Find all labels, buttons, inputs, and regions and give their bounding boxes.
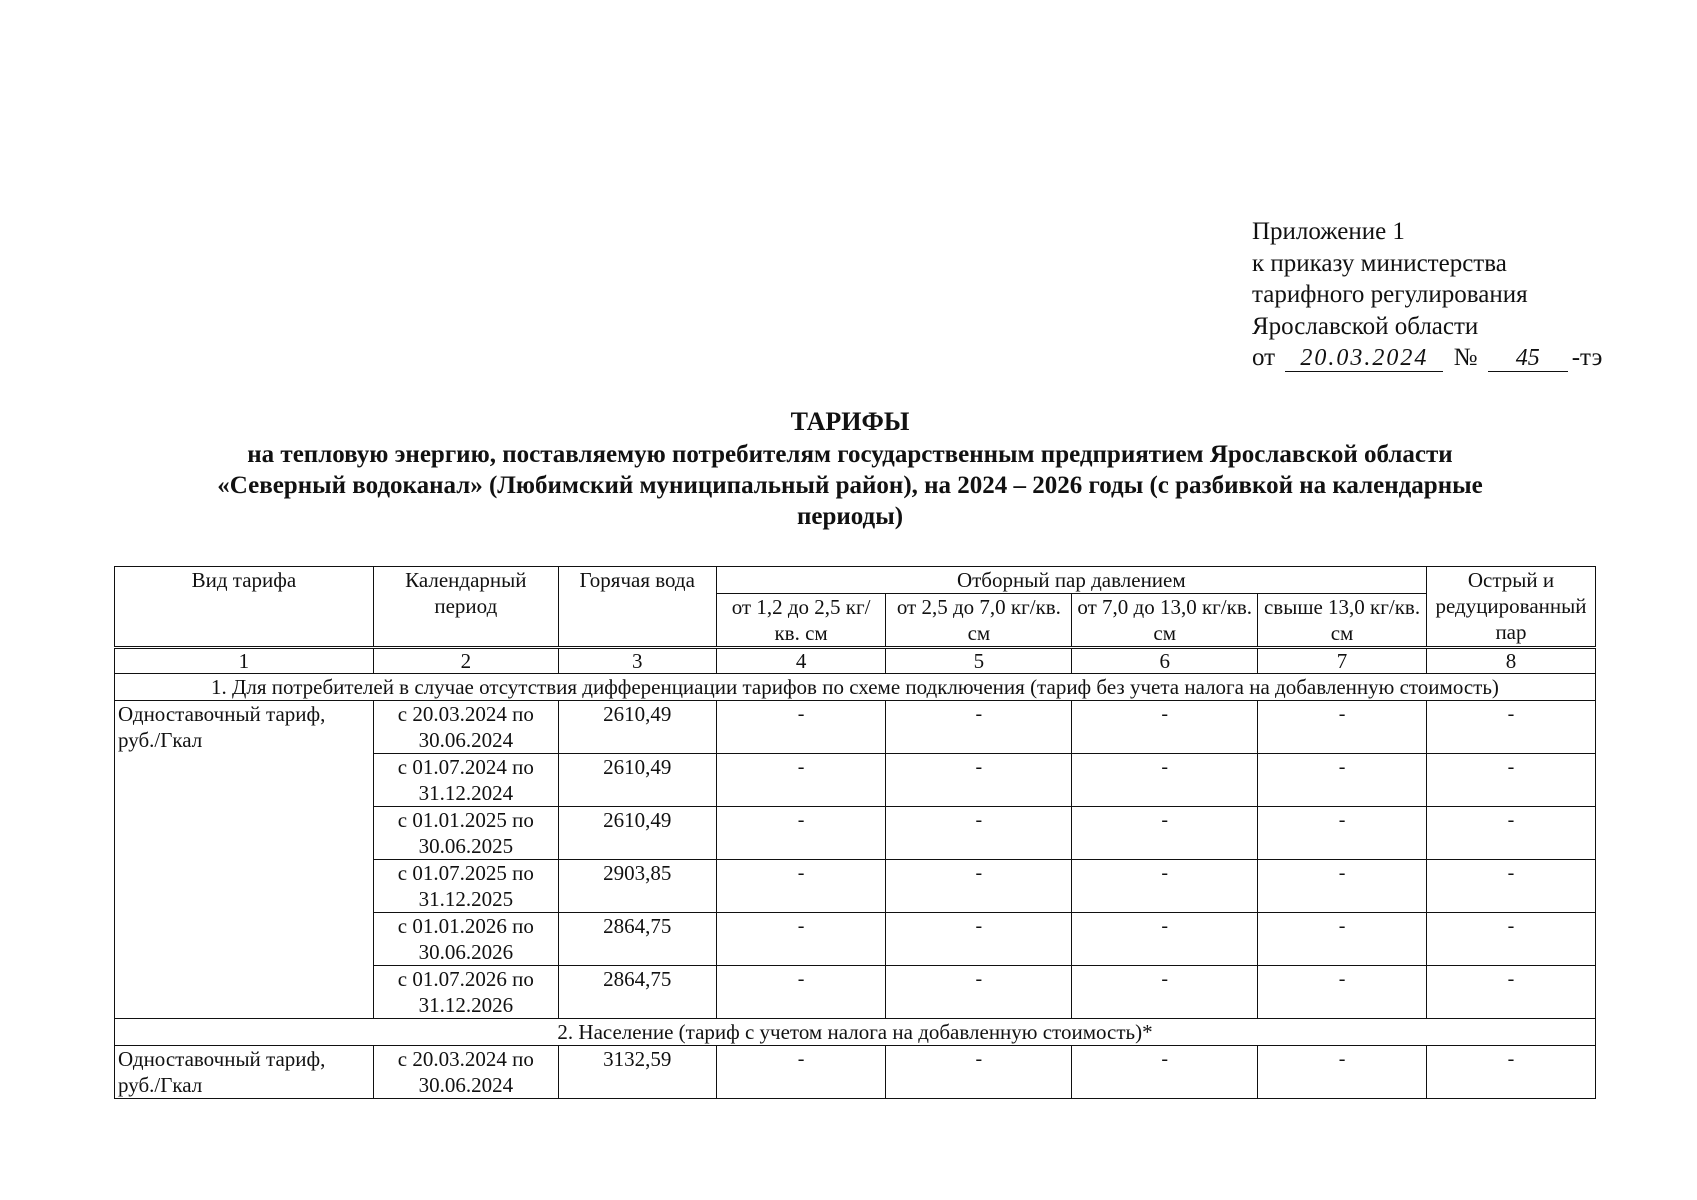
table-row [115,701,1596,754]
appendix-block [1252,216,1602,374]
value-cell: - [886,754,1072,807]
handwritten-number: 45 [1488,345,1568,372]
value-cell: - [1258,754,1427,807]
value-cell: - [1426,754,1595,807]
period-cell: с 01.01.2025 по 30.06.2025 [373,807,558,860]
value-cell: - [886,701,1072,754]
value-cell: - [1258,966,1427,1019]
value-cell: - [1258,913,1427,966]
hot-water-cell: 2610,49 [558,807,716,860]
value-cell: - [1426,701,1595,754]
header-steam-3: от 7,0 до 13,0 кг/кв. см [1072,594,1258,648]
title-line-2: «Северный водоканал» (Любимский муниципальный район), на 2024 – 2026 годы (с разбивкой на календарные [217,472,1483,499]
value-cell: - [1426,913,1595,966]
value-cell: - [1072,807,1258,860]
appendix-date-line [1252,342,1602,374]
value-cell: - [1072,701,1258,754]
appendix-line-1: Приложение 1 [1252,218,1405,245]
value-cell: - [1258,860,1427,913]
header-steam-group: Отборный пар давлением [716,567,1426,594]
period-cell: с 20.03.2024 по 30.06.2024 [373,1046,558,1099]
value-cell: - [1072,1046,1258,1099]
period-cell: с 01.07.2025 по 31.12.2025 [373,860,558,913]
value-cell: - [1072,860,1258,913]
period-cell: с 20.03.2024 по 30.06.2024 [373,701,558,754]
table-row [115,1046,1596,1099]
value-cell: - [716,860,886,913]
hot-water-cell: 2610,49 [558,701,716,754]
hot-water-cell: 2610,49 [558,754,716,807]
header-steam-1: от 1,2 до 2,5 кг/кв. см [716,594,886,648]
value-cell: - [716,966,886,1019]
hot-water-cell: 3132,59 [558,1046,716,1099]
date-prefix: от [1252,344,1276,371]
appendix-line-4: Ярославской области [1252,312,1479,340]
hot-water-cell: 2864,75 [558,966,716,1019]
col-number: 2 [373,648,558,674]
value-cell: - [886,807,1072,860]
value-cell: - [1258,701,1427,754]
value-cell: - [1072,966,1258,1019]
value-cell: - [1426,966,1595,1019]
value-cell: - [716,913,886,966]
value-cell: - [716,807,886,860]
column-numbers-row [115,648,1596,674]
title-line-1: на тепловую энергию, поставляемую потребителям государственным предприятием Ярославской области [247,441,1453,468]
section-1-tariff-type: Одноставочный тариф, руб./Гкал [115,701,374,1019]
header-sharp-steam: Острый и редуцированный пар [1426,567,1595,648]
header-steam-4: свыше 13,0 кг/кв. см [1258,594,1427,648]
title-line-3: периоды) [796,503,904,530]
col-number: 6 [1072,648,1258,674]
col-number: 8 [1426,648,1595,674]
value-cell: - [1072,913,1258,966]
number-suffix: -тэ [1571,344,1603,371]
col-number: 1 [115,648,374,674]
section-1-title: 1. Для потребителей в случае отсутствия дифференциации тарифов по схеме подключения (тариф без учета налога на добавленную стоимость) [115,674,1596,701]
col-number: 5 [886,648,1072,674]
handwritten-date: 20.03.2024 [1285,345,1443,372]
period-cell: с 01.01.2026 по 30.06.2026 [373,913,558,966]
col-number: 3 [558,648,716,674]
header-tariff-type: Вид тарифа [115,567,374,648]
value-cell: - [886,966,1072,1019]
hot-water-cell: 2903,85 [558,860,716,913]
col-number: 4 [716,648,886,674]
section-2-title-row [115,1019,1596,1046]
value-cell: - [716,701,886,754]
value-cell: - [1258,807,1427,860]
appendix-line-2: к приказу министерства [1252,249,1507,277]
value-cell: - [716,754,886,807]
col-number: 7 [1258,648,1427,674]
section-2-tariff-type: Одноставочный тариф, руб./Гкал [115,1046,374,1099]
value-cell: - [1426,1046,1595,1099]
value-cell: - [1426,807,1595,860]
period-cell: с 01.07.2024 по 31.12.2024 [373,754,558,807]
header-period: Календарный период [373,567,558,648]
header-steam-2: от 2,5 до 7,0 кг/кв. см [886,594,1072,648]
section-1-title-row [115,674,1596,701]
tariffs-table [114,566,1596,1099]
hot-water-cell: 2864,75 [558,913,716,966]
value-cell: - [886,860,1072,913]
header-hot-water: Горячая вода [558,567,716,648]
value-cell: - [1072,754,1258,807]
value-cell: - [716,1046,886,1099]
document-title [120,406,1580,532]
section-2-title: 2. Население (тариф с учетом налога на добавленную стоимость)* [115,1019,1596,1046]
appendix-line-3: тарифного регулирования [1252,281,1528,308]
header-row-1 [115,567,1596,594]
value-cell: - [1258,1046,1427,1099]
value-cell: - [886,1046,1072,1099]
period-cell: с 01.07.2026 по 31.12.2026 [373,966,558,1019]
number-label: № [1453,344,1478,371]
title-main: ТАРИФЫ [790,407,910,436]
value-cell: - [886,913,1072,966]
value-cell: - [1426,860,1595,913]
